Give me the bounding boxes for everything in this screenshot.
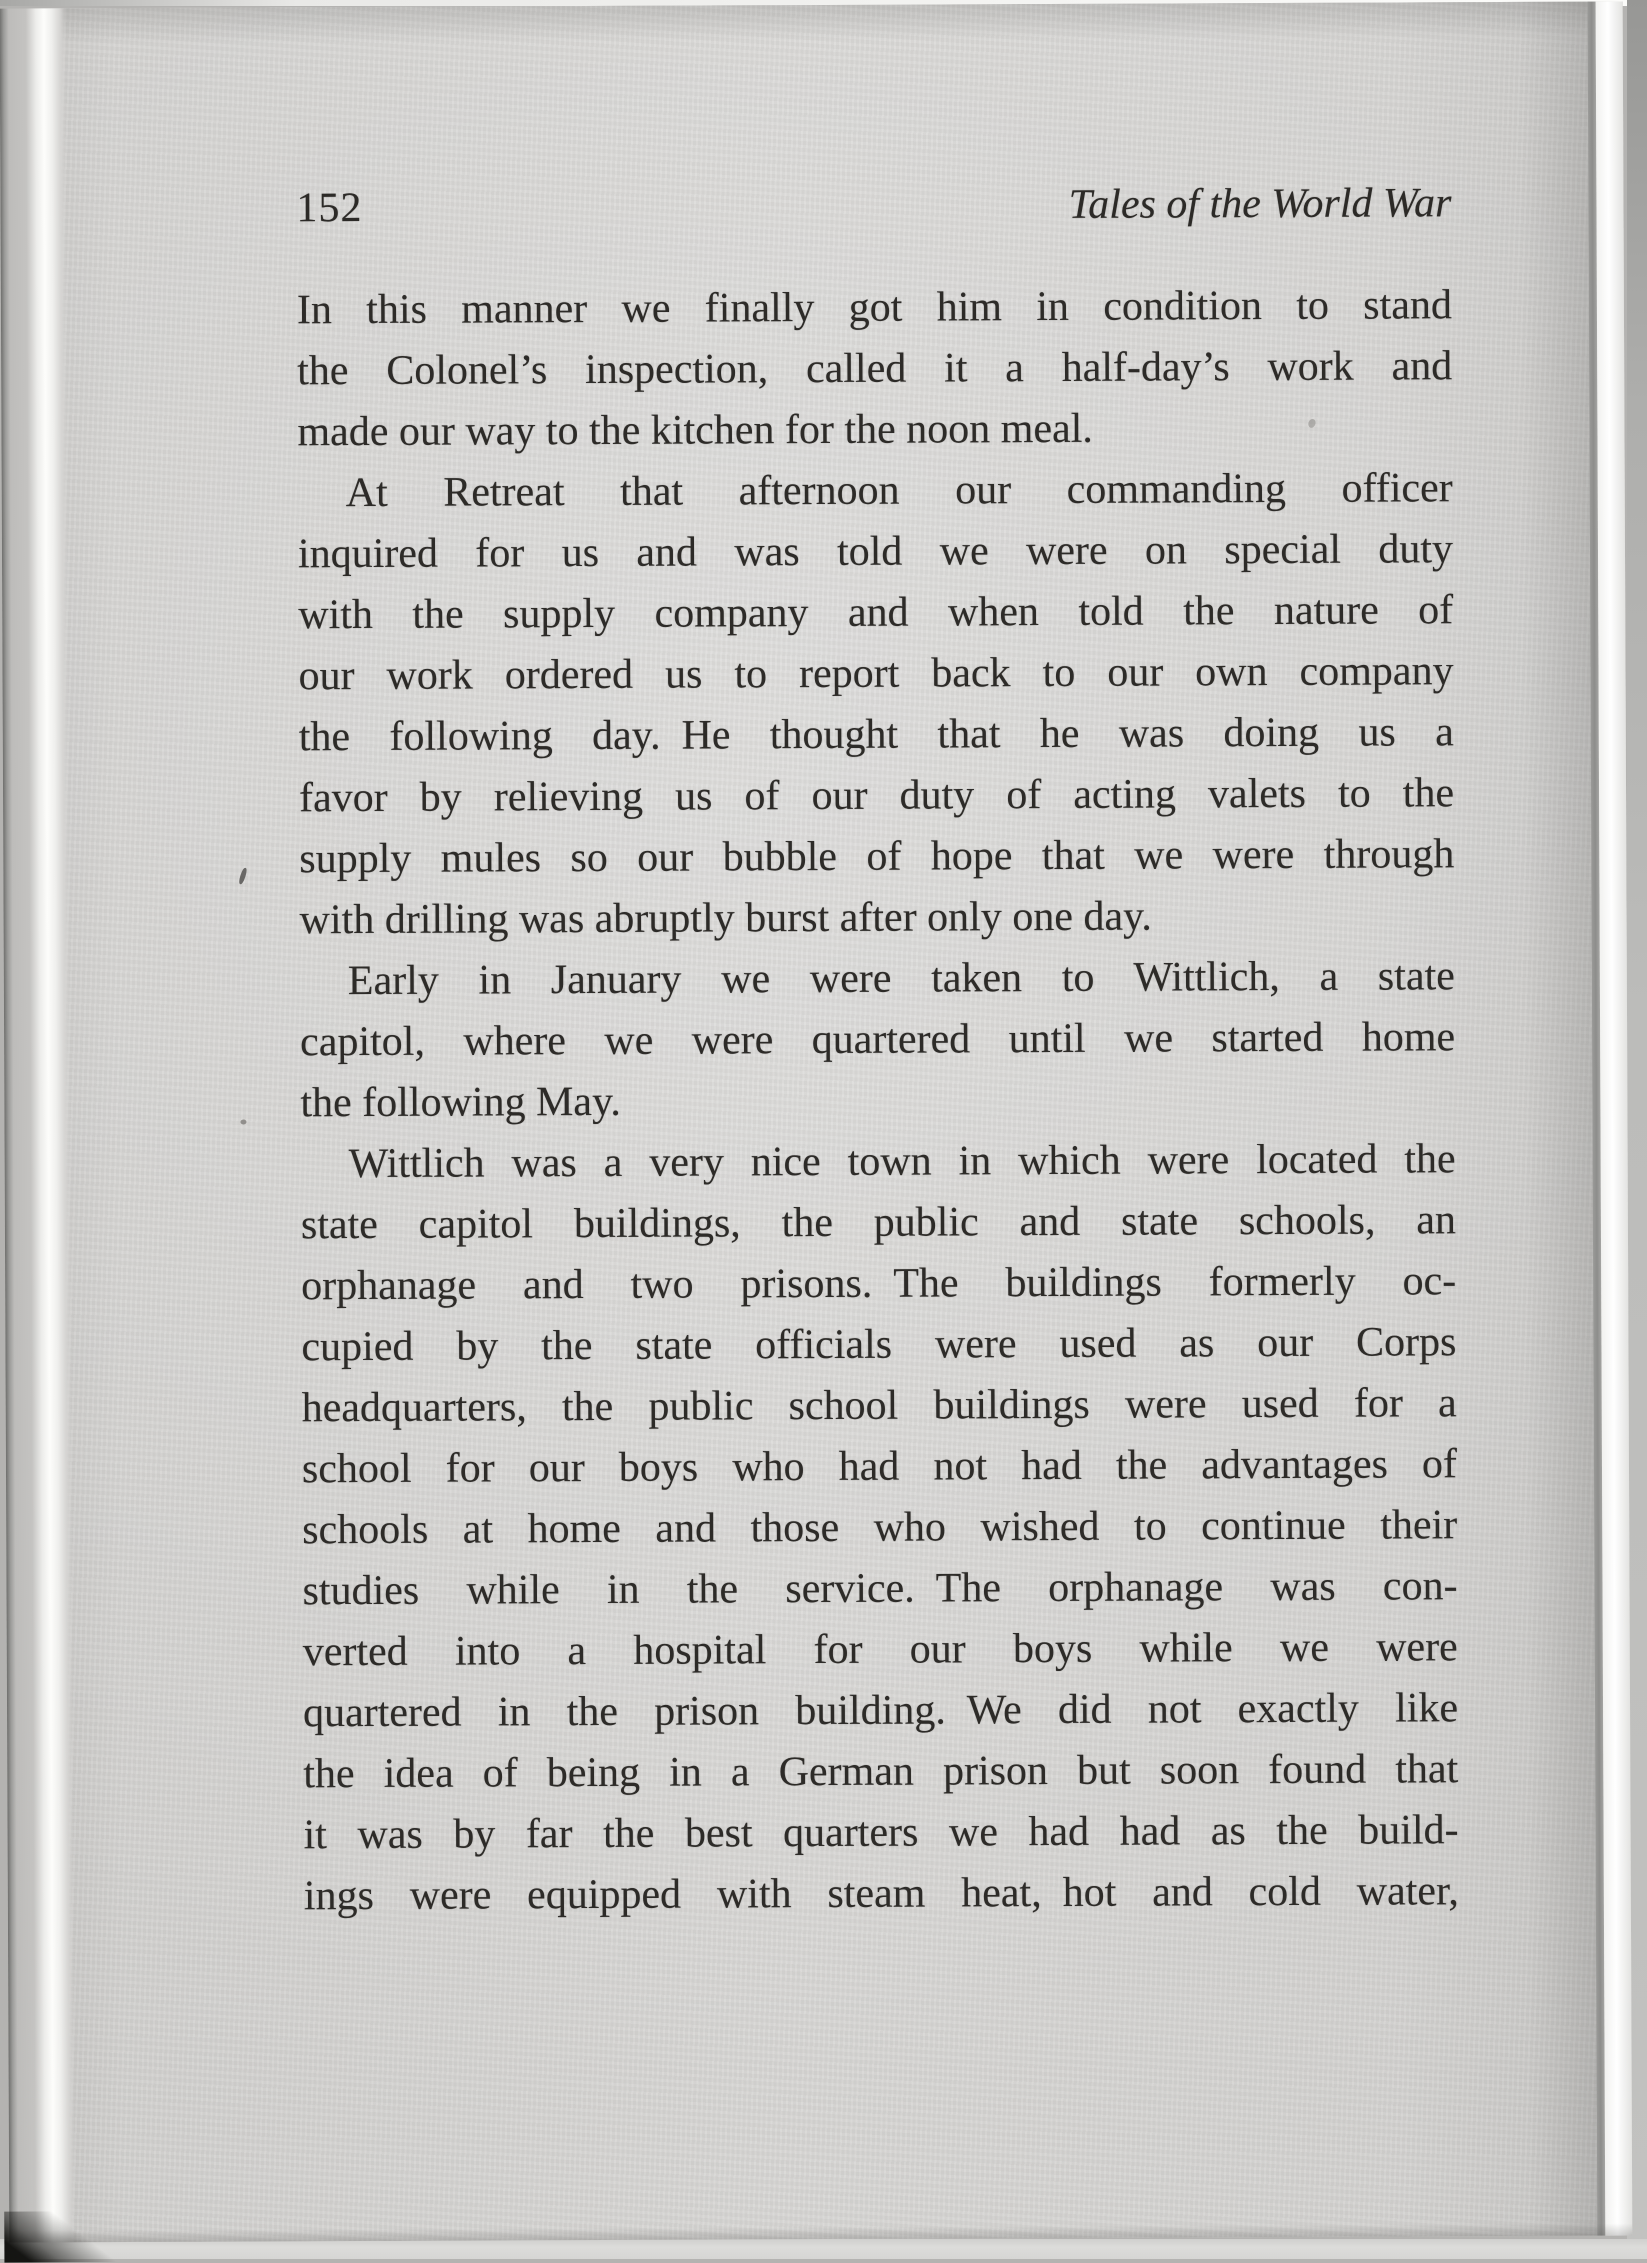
paragraph [297,275,1453,463]
text-line: schools at home and those who wished to continue their [302,1502,1458,1554]
text-line: favor by relieving us of our duty of acting valets to the [298,770,1455,822]
text-line: with drilling was abruptly burst after only one day. [299,893,1152,944]
book-spine-shadow [0,8,75,2242]
text-line: supply mules so our bubble of hope that we were through [299,831,1455,883]
text-line: verted into a hospital for our boys while we were [302,1624,1458,1676]
text-line: headquarters, the public school buildings were used for a [301,1380,1457,1432]
running-title: Tales of the World War [1068,180,1452,228]
paper-surface [0,2,1632,2243]
ink-mark [240,1120,246,1125]
page-number: 152 [296,185,363,232]
paragraph [298,458,1455,951]
text-line: the following May. [300,1078,621,1127]
running-header [296,179,1451,232]
text-line: made our way to the kitchen for the noon meal. [297,405,1093,456]
text-line: capitol, where we were quartered until we started home [300,1014,1456,1066]
text-line: with the supply company and when told the nature of [298,587,1454,639]
text-line: Early in January we were taken to Wittlich, a state [347,953,1455,1005]
text-line: orphanage and two prisons. The buildings formerly oc- [301,1258,1457,1310]
text-line: In this manner we finally got him in condition to stand [296,282,1453,334]
text-line: studies while in the service. The orphanage was con- [302,1563,1458,1615]
body-text [297,275,1459,1927]
text-line: our work ordered us to report back to our own company [298,648,1454,700]
page-corner-shadow [4,2211,134,2263]
page-right-shade [1520,2,1600,2236]
text-line: state capitol buildings, the public and state schools, an [300,1197,1457,1249]
paragraph [301,1129,1459,1927]
paragraph [300,946,1456,1134]
text-line: the idea of being in a German prison but soon found that [303,1746,1459,1798]
text-line: quartered in the prison building. We did not exactly like [302,1685,1459,1737]
text-line: inquired for us and was told we were on special duty [297,526,1454,578]
page-bottom-shadow [9,2223,1632,2242]
text-line: the Colonel’s inspection, called it a half-day’s work and [297,343,1453,395]
text-line: Wittlich was a very nice town in which were located the [348,1136,1456,1188]
text-line: school for our boys who had not had the advantages of [301,1441,1458,1493]
text-line: it was by far the best quarters we had had as the build- [303,1807,1459,1859]
ink-mark [238,867,248,885]
text-line: ings were equipped with steam heat, hot and cold water, [303,1868,1459,1920]
text-line: cupied by the state officials were used as our Corps [301,1319,1457,1371]
text-line: At Retreat that afternoon our commanding officer [345,465,1453,517]
page-top-shadow [0,2,1623,45]
text-line: the following day. He thought that he was doing us a [298,709,1454,761]
